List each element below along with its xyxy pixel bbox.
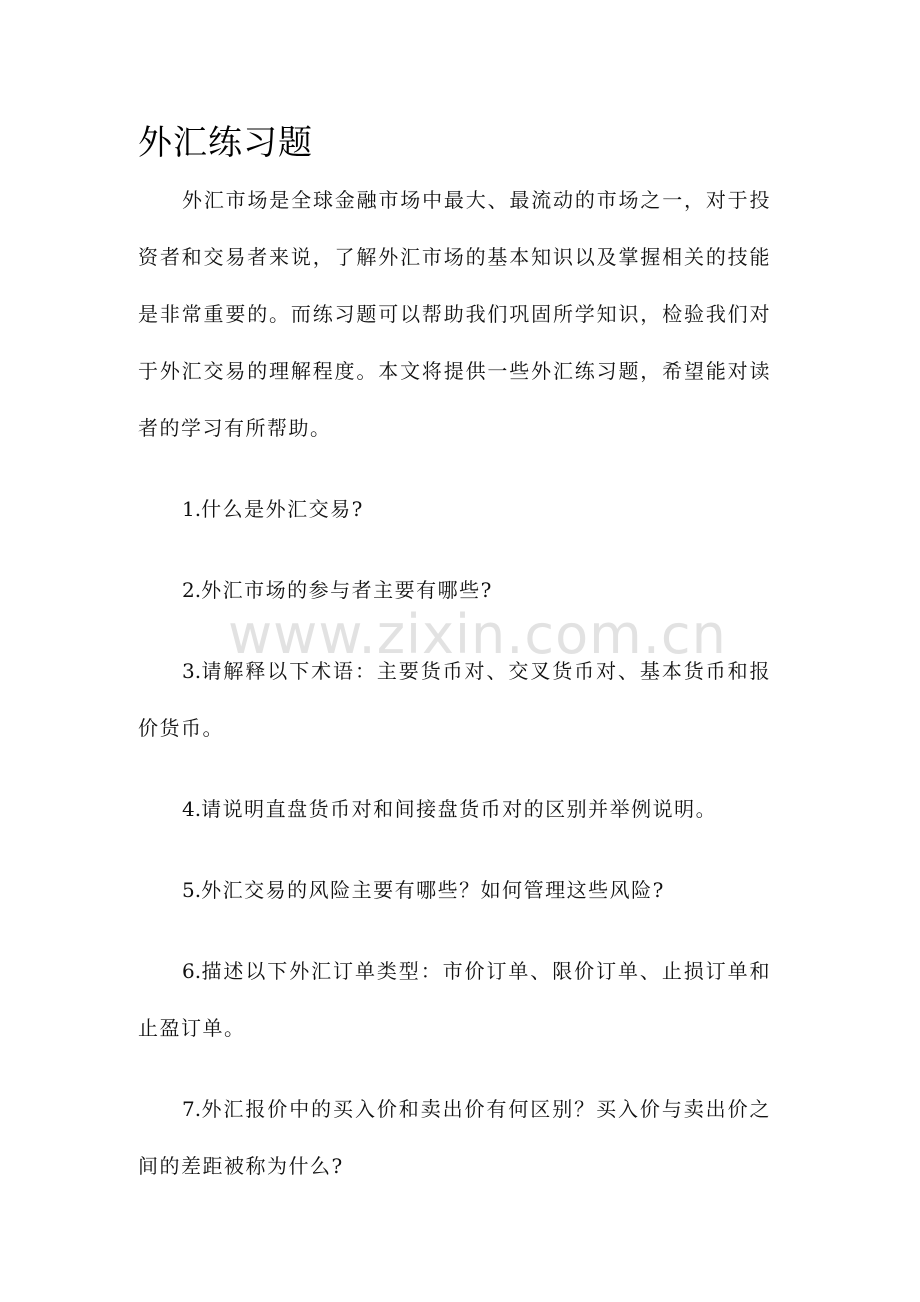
question-number: 5. xyxy=(182,878,202,902)
question-number: 4. xyxy=(182,797,202,821)
question-text: 什么是外汇交易? xyxy=(201,497,364,521)
watermark: www.zixin.com.cn xyxy=(228,603,727,666)
question-text: 描述以下外汇订单类型：市价订单、限价订单、止损订单和止盈订单。 xyxy=(138,959,771,1040)
question-7 xyxy=(138,1081,771,1195)
document-body xyxy=(138,172,771,1195)
question-4 xyxy=(138,781,771,838)
question-number: 6. xyxy=(182,959,202,983)
question-1 xyxy=(138,481,771,538)
question-number: 1. xyxy=(182,497,202,521)
question-number: 3. xyxy=(182,659,202,683)
question-text: 请说明直盘货币对和间接盘货币对的区别并举例说明。 xyxy=(201,797,718,821)
question-3 xyxy=(138,643,771,757)
question-text: 请解释以下术语：主要货币对、交叉货币对、基本货币和报价货币。 xyxy=(138,659,771,740)
document-title: 外汇练习题 xyxy=(138,123,313,163)
question-5 xyxy=(138,862,771,919)
question-number: 7. xyxy=(182,1097,202,1121)
question-text: 外汇市场的参与者主要有哪些? xyxy=(201,578,493,602)
question-6 xyxy=(138,943,771,1057)
question-text: 外汇报价中的买入价和卖出价有何区别？买入价与卖出价之间的差距被称为什么? xyxy=(138,1097,771,1178)
question-text: 外汇交易的风险主要有哪些？如何管理这些风险? xyxy=(201,878,665,902)
question-number: 2. xyxy=(182,578,202,602)
question-2 xyxy=(138,562,771,619)
intro-paragraph: 外汇市场是全球金融市场中最大、最流动的市场之一，对于投资者和交易者来说，了解外汇市场的基本知识以及掌握相关的技能是非常重要的。而练习题可以帮助我们巩固所学知识，检验我们对于外汇交易的理解程度。本文将提供一些外汇练习题，希望能对读者的学习有所帮助。 xyxy=(138,188,771,440)
